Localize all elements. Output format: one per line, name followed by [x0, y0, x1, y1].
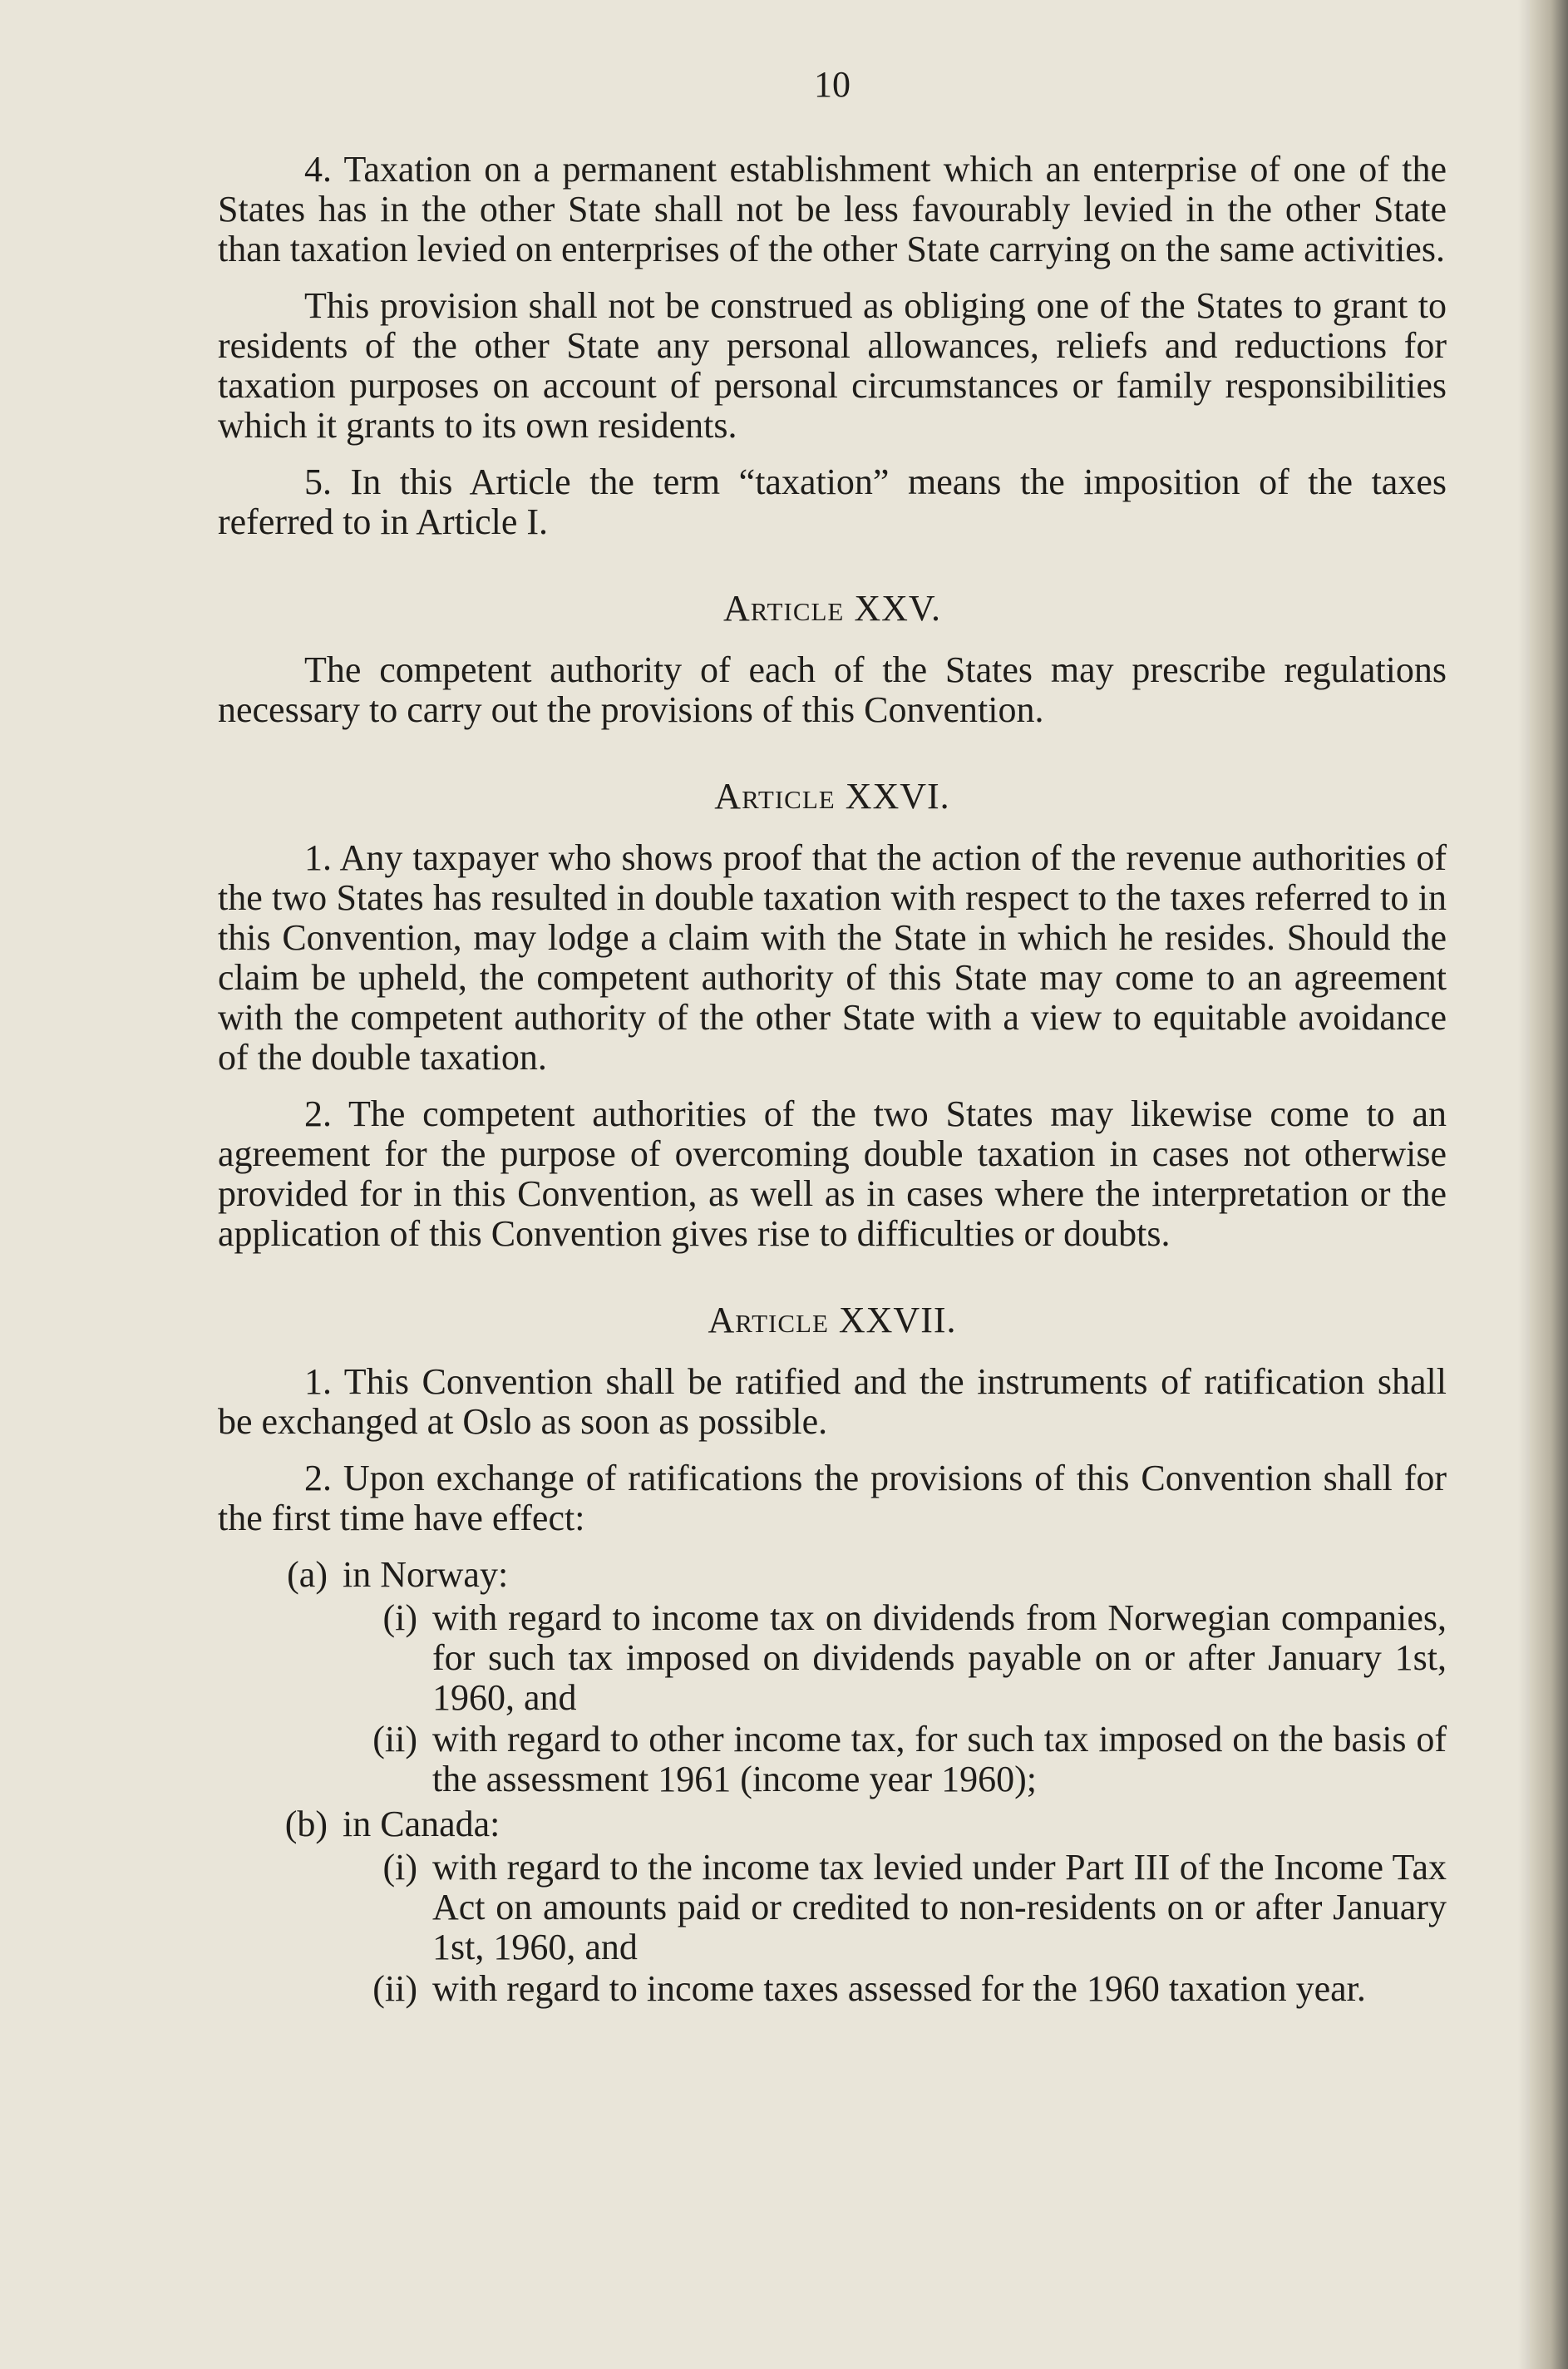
paragraph-provision: This provision shall not be construed as obliging one of the States to grant to residents of the other State any personal allowances, reliefs and reductions for taxation purposes on account of personal circumstances or family responsibilities which it grants to its own residents.	[218, 285, 1447, 446]
sublist-text: with regard to income taxes assessed for the 1960 taxation year.	[432, 1968, 1366, 2009]
article-26-paragraph-2: 2. The competent authorities of the two States may likewise come to an agreement for the purpose of overcoming double taxation in cases not otherwise provided for in this Convention, as well as in cases where the interpretation or the application of this Convention gives rise to difficulties or doubts.	[218, 1093, 1447, 1254]
list-item-b-i	[218, 1848, 1447, 1967]
article-27-paragraph-1: 1. This Convention shall be ratified and the instruments of ratification shall be exchanged at Oslo as soon as possible.	[218, 1361, 1447, 1442]
list-item-b	[218, 1804, 1447, 1844]
list-item-b-ii	[218, 1969, 1447, 2009]
page-edge	[1530, 0, 1568, 2369]
list-label: (a)	[287, 1554, 328, 1595]
list-item-a-ii	[218, 1720, 1447, 1799]
list-text: in Canada:	[343, 1804, 500, 1844]
document-page	[218, 65, 1447, 2014]
list-item-a	[218, 1555, 1447, 1595]
sublist-norway	[218, 1598, 1447, 1799]
sublist-text: with regard to income tax on dividends from Norwegian companies, for such tax imposed on dividends payable on or after January 1st, 1960, and	[432, 1597, 1447, 1718]
article-25-paragraph: The competent authority of each of the States may prescribe regulations necessary to carry out the provisions of this Convention.	[218, 649, 1447, 730]
sublist-text: with regard to other income tax, for such tax imposed on the basis of the assessment 1961 (income year 1960);	[432, 1719, 1447, 1799]
article-26-paragraph-1: 1. Any taxpayer who shows proof that the action of the revenue authorities of the two States has resulted in double taxation with respect to the taxes referred to in this Convention, may lodge a claim with the State in which he resides. Should the claim be upheld, the competent authority of this State may come to an agreement with the competent authority of the other State with a view to equitable avoidance of the double taxation.	[218, 837, 1447, 1078]
article-27-heading: Article XXVII.	[708, 1300, 957, 1340]
article-27-paragraph-2: 2. Upon exchange of ratifications the provisions of this Convention shall for the first time have effect:	[218, 1458, 1447, 1538]
paragraph-4: 4. Taxation on a permanent establishment which an enterprise of one of the States has in the other State shall not be less favourably levied in the other State than taxation levied on enterprises of the other State carrying on the same activities.	[218, 149, 1447, 269]
sublist-label: (ii)	[372, 1968, 417, 2009]
page-number: 10	[814, 64, 851, 105]
sublist-label: (i)	[382, 1847, 417, 1888]
sublist-label: (i)	[382, 1597, 417, 1638]
sublist-canada	[218, 1848, 1447, 2009]
list-text: in Norway:	[343, 1554, 509, 1595]
effect-list	[218, 1555, 1447, 2009]
sublist-label: (ii)	[372, 1719, 417, 1759]
sublist-text: with regard to the income tax levied under Part III of the Income Tax Act on amounts paid or credited to non-residents on or after January 1st, 1960, and	[432, 1847, 1447, 1967]
list-label: (b)	[284, 1804, 328, 1844]
paragraph-5: 5. In this Article the term “taxation” means the imposition of the taxes referred to in Article I.	[218, 461, 1447, 542]
article-26-heading: Article XXVI.	[714, 776, 950, 817]
list-item-a-i	[218, 1598, 1447, 1718]
page-shadow	[1518, 0, 1530, 2369]
article-25-heading: Article XXV.	[722, 588, 942, 629]
